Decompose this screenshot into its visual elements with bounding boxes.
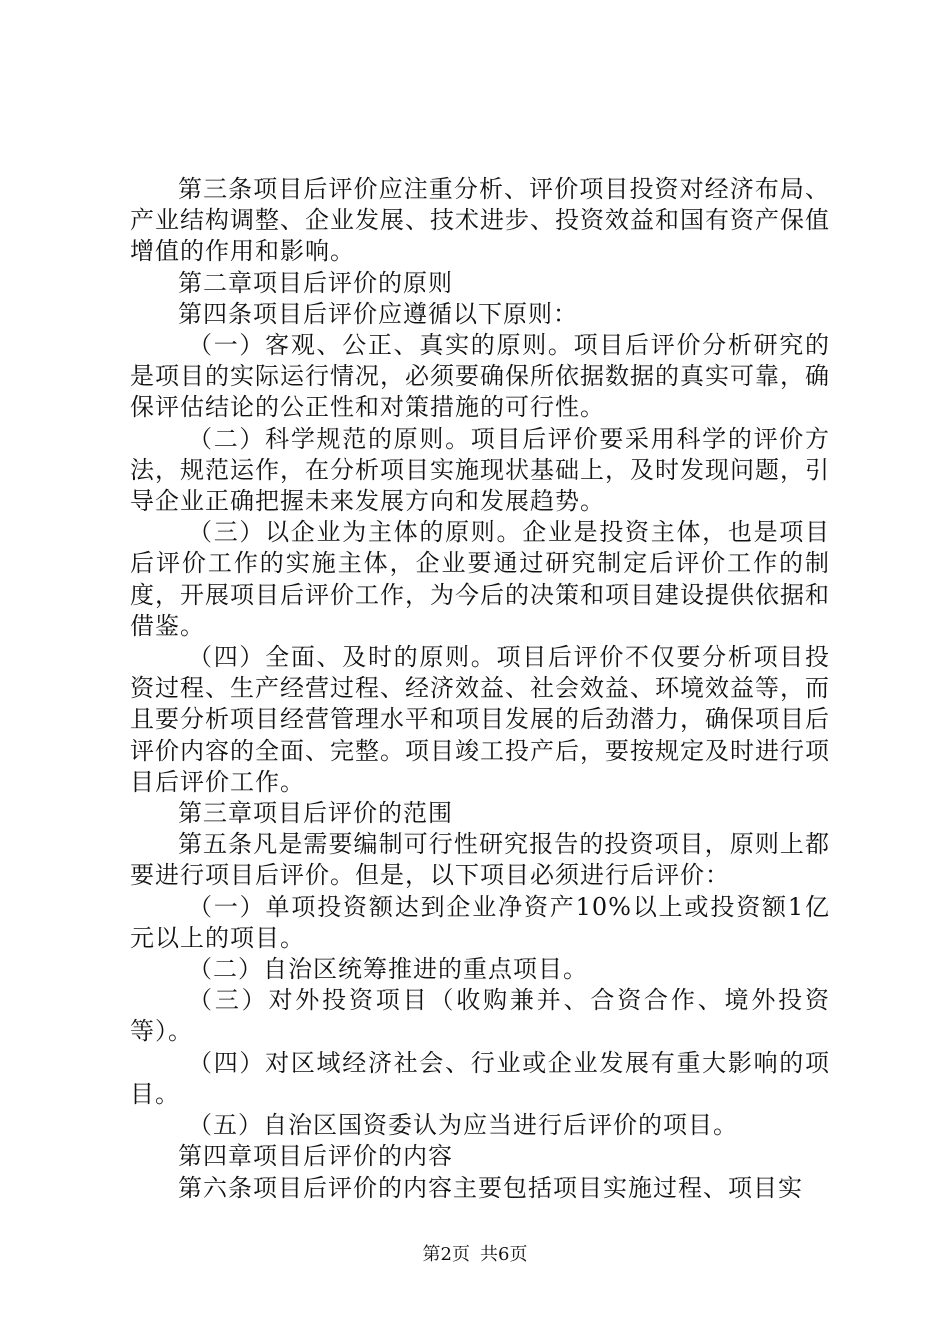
heading-chapter-2: 第二章项目后评价的原则: [178, 268, 453, 297]
list-item-scope-1: （一）单项投资额达到企业净资产10%以上或投资额1亿元以上的项目。: [130, 892, 830, 952]
page-number: 第2页: [422, 1244, 470, 1265]
list-item-scope-2: （二）自治区统筹推进的重点项目。: [188, 955, 588, 984]
paragraph-article-3: 第三条项目后评价应注重分析、评价项目投资对经济布局、产业结构调整、企业发展、技术进步、投资效益和国有资产保值增值的作用和影响。: [130, 175, 830, 266]
list-item-principle-2: （二）科学规范的原则。项目后评价要采用科学的评价方法，规范运作，在分析项目实施现状基础上，及时发现问题，引导企业正确把握未来发展方向和发展趋势。: [130, 424, 830, 516]
heading-chapter-3: 第三章项目后评价的范围: [178, 799, 453, 828]
list-item-principle-4: （四）全面、及时的原则。项目后评价不仅要分析项目投资过程、生产经营过程、经济效益、社会效益、环境效益等，而且要分析项目经营管理水平和项目发展的后劲潜力，确保项目后评价内容的全面、完整。项目竣工投产后，要按规定及时进行项目后评价工作。: [130, 643, 830, 796]
page-total: 共6页: [480, 1244, 528, 1265]
list-item-scope-4: （四）对区域经济社会、行业或企业发展有重大影响的项目。: [130, 1048, 830, 1108]
list-item-principle-1: （一）客观、公正、真实的原则。项目后评价分析研究的是项目的实际运行情况，必须要确保所依据数据的真实可靠，确保评估结论的公正性和对策措施的可行性。: [130, 331, 830, 422]
list-item-principle-3: （三）以企业为主体的原则。企业是投资主体，也是项目后评价工作的实施主体，企业要通过研究制定后评价工作的制度，开展项目后评价工作，为今后的决策和项目建设提供依据和借鉴。: [130, 518, 830, 640]
list-item-scope-3: （三）对外投资项目（收购兼并、合资合作、境外投资等）。: [130, 986, 830, 1046]
paragraph-article-5: 第五条凡是需要编制可行性研究报告的投资项目，原则上都要进行项目后评价。但是，以下项目必须进行后评价：: [130, 830, 830, 890]
paragraph-article-4: 第四条项目后评价应遵循以下原则：: [178, 299, 578, 328]
paragraph-article-6: 第六条项目后评价的内容主要包括项目实施过程、项目实: [178, 1173, 803, 1202]
heading-chapter-4: 第四章项目后评价的内容: [178, 1142, 453, 1171]
document-body: [130, 174, 830, 1204]
page-footer: [0, 1244, 950, 1266]
list-item-scope-5: （五）自治区国资委认为应当进行后评价的项目。: [188, 1111, 738, 1140]
